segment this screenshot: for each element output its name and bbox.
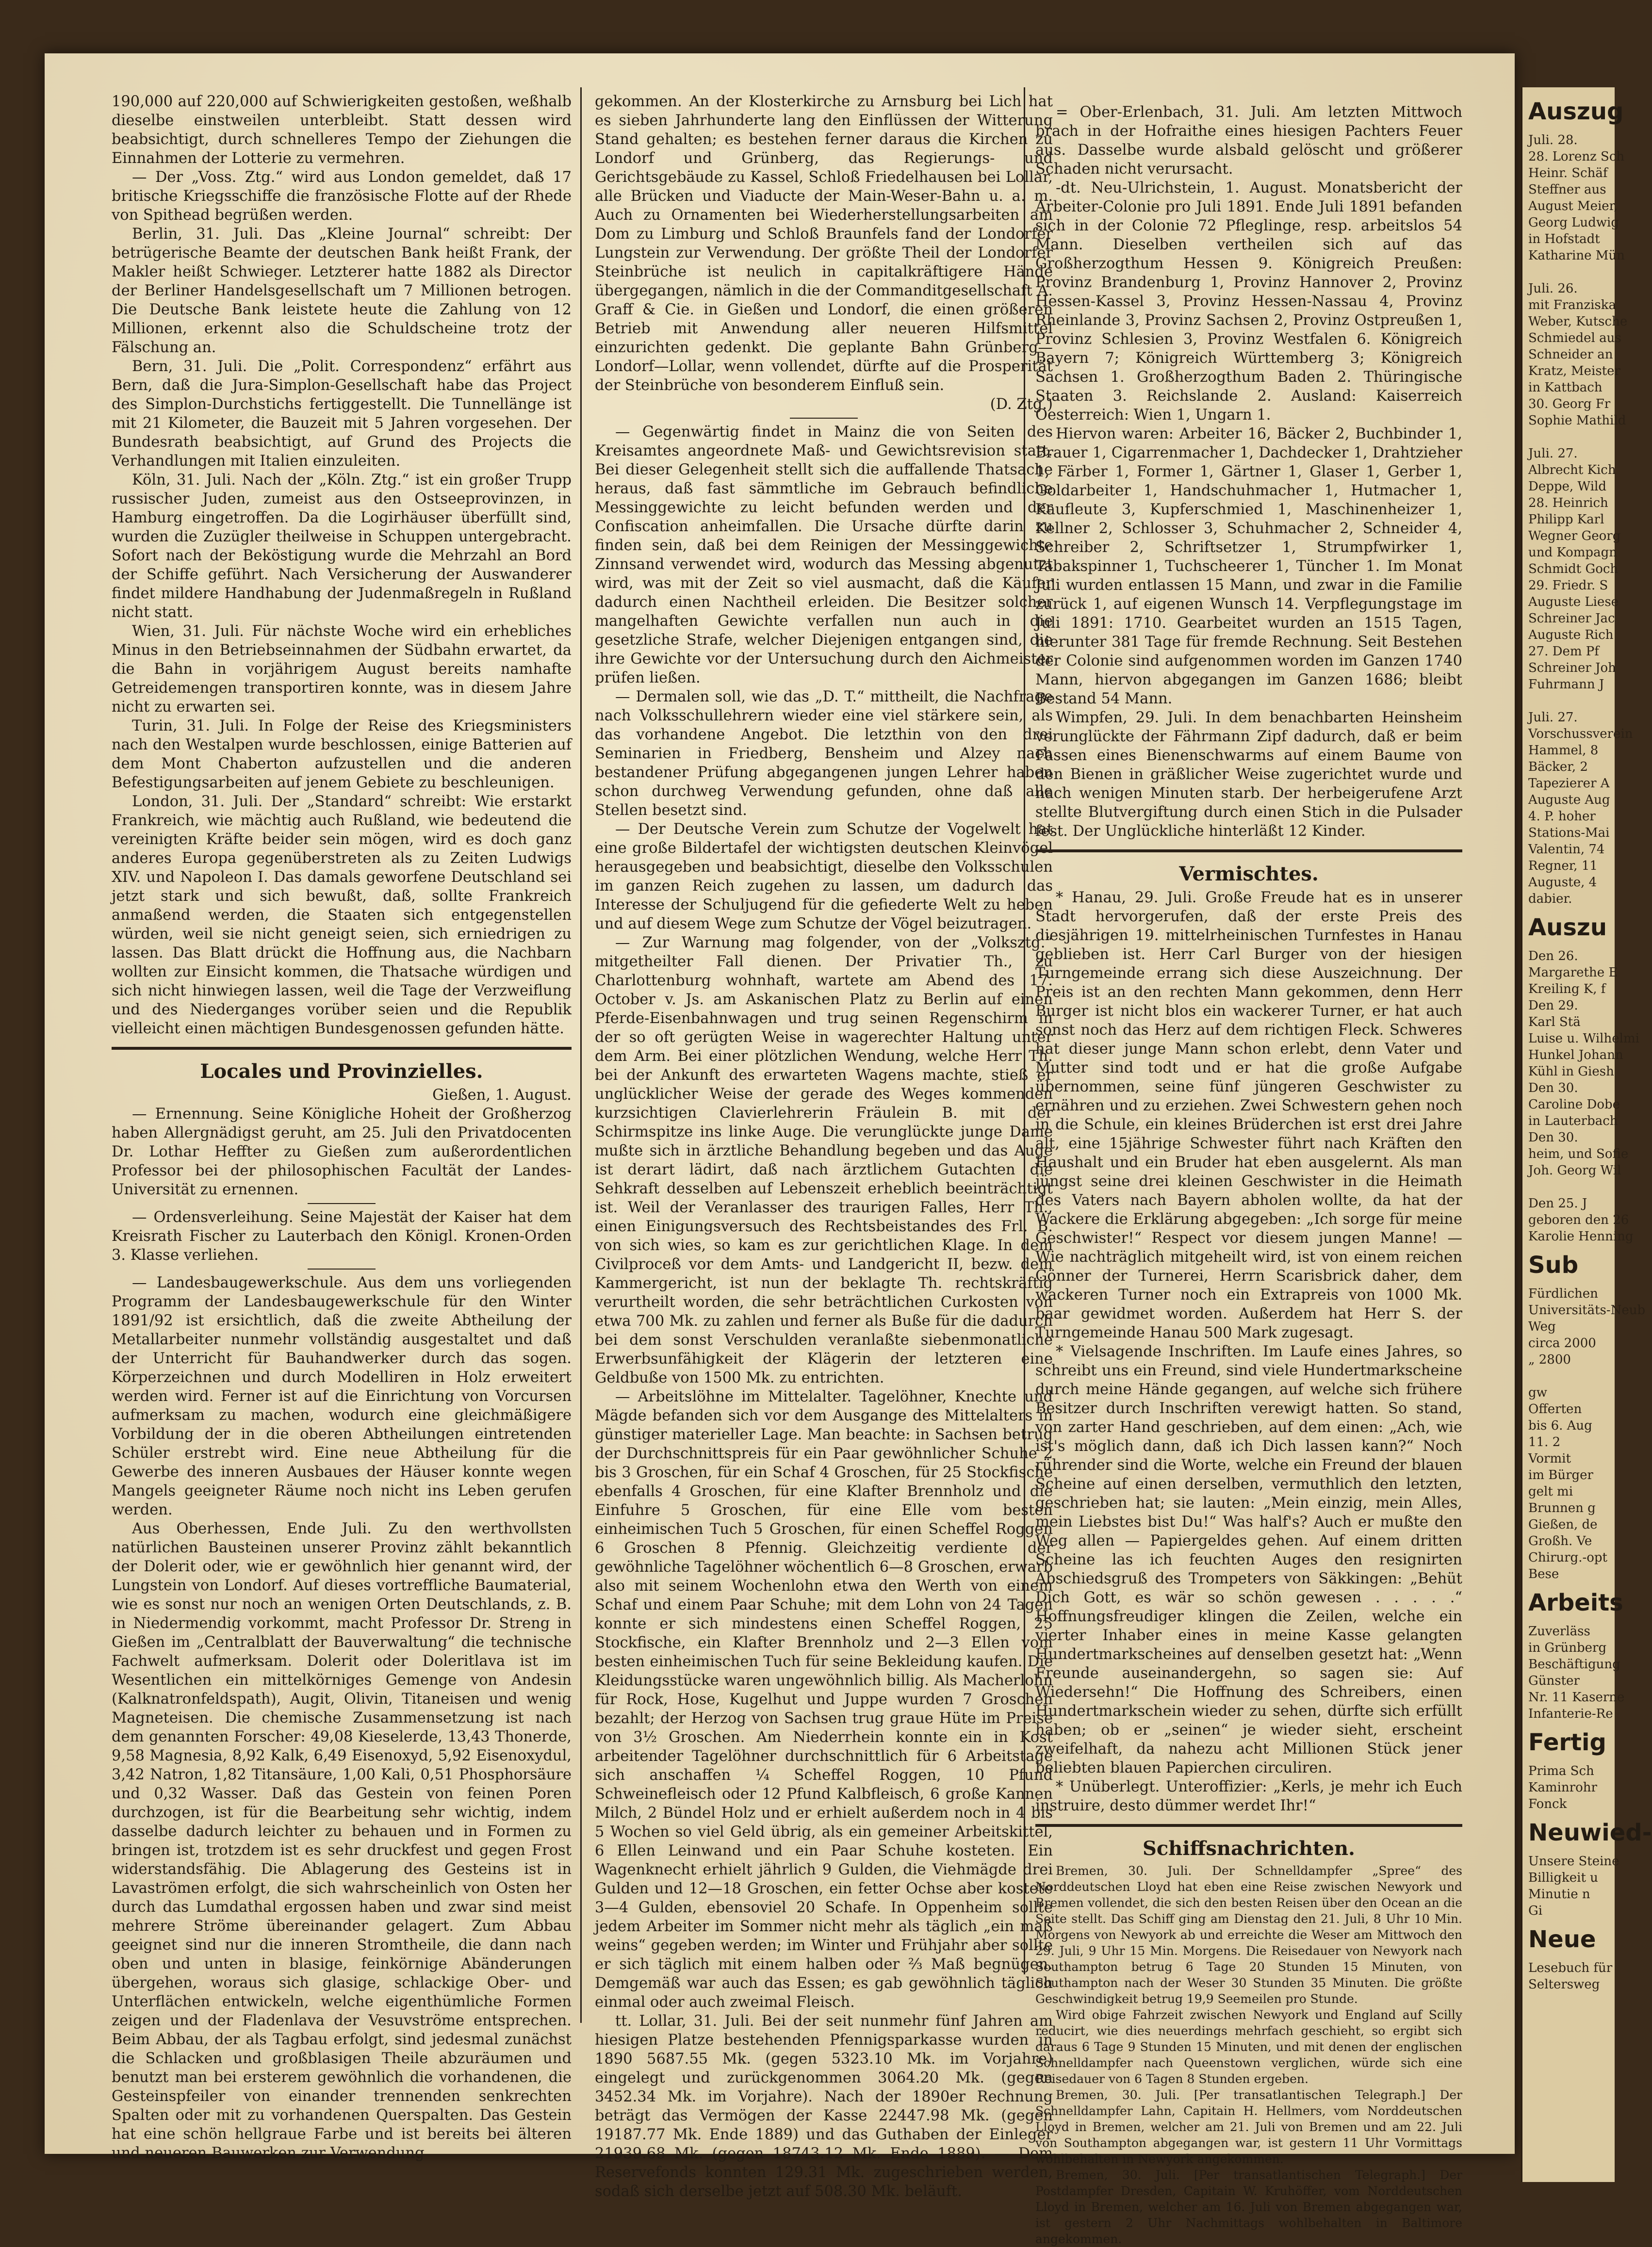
neighbor-line: Den 30. [1528, 1081, 1578, 1095]
neighbor-line: Den 30. [1528, 1130, 1578, 1145]
neighbor-line: Kühl in Giesh [1528, 1064, 1614, 1079]
section-heading-vermischtes: Vermischtes. [1179, 863, 1319, 885]
neighbor-line: in Hofstadt [1528, 232, 1600, 246]
neighbor-line: Bäcker, 2 [1528, 760, 1588, 774]
neighbor-line: 28. Heinrich [1528, 496, 1608, 510]
neighbor-line: Vormit [1528, 1451, 1571, 1466]
column-rule [580, 87, 582, 2023]
neighbor-line: Karolie Henning [1528, 1229, 1634, 1244]
article-unueberlegt: * Unüberlegt. Unteroffizier: „Kerls, je mehr ich Euch instruire, desto dümmer werdet Ihr!“ [1035, 1778, 1462, 1814]
neighbor-line: Weber, Kutsche [1528, 314, 1628, 329]
neighbor-line: Philipp Karl [1528, 512, 1604, 527]
neighbor-line: circa 2000 [1528, 1336, 1596, 1351]
neighbor-heading: Arbeits [1528, 1589, 1623, 1616]
neighbor-line: Karl Stä [1528, 1015, 1581, 1029]
neighbor-line: 11. 2 [1528, 1435, 1561, 1449]
neighbor-line: Wegner Georg [1528, 529, 1621, 543]
neighbor-block [1528, 1623, 1625, 1722]
neighbor-line: Stations-Mai [1528, 826, 1610, 840]
neighbor-line: Zuverläss [1528, 1624, 1590, 1639]
neighbor-block [1528, 1960, 1612, 1993]
neighbor-line: Juli. 27. [1528, 710, 1578, 725]
neighbor-line: Fonck [1528, 1797, 1567, 1811]
neighbor-line: Hunkel Johann [1528, 1048, 1623, 1062]
neighbor-line: Beschäftigung [1528, 1657, 1620, 1672]
neighbor-heading: Fertig [1528, 1729, 1606, 1756]
neighbor-line: „ 2800 [1528, 1352, 1571, 1367]
neighbor-line: 29. Friedr. S [1528, 578, 1608, 593]
neighbor-line: Bese [1528, 1567, 1559, 1581]
neighbor-line: 4. P. hoher [1528, 809, 1596, 824]
neighbor-heading: Neue [1528, 1926, 1596, 1953]
article-inschriften: * Vielsagende Inschriften. Im Laufe eines Jahres, so schreibt uns ein Freund, sind viele Hundertmarkscheine durch meine Hände gegangen, auf welche sich frühere Besitzer durch Inschriften verewigt hatten. So stand, von zarter Hand geschrieben, auf dem einen: „Ach, wie ist's möglich dann, daß ich Dich lassen kann?“ Noch rührender sind die Worte, welche ein Freund der blauen Scheine auf einen derselben, vermuthlich den letzten, geschrieben hat; sie lauten: „Mein einzig, mein Alles, mein Liebstes bist Du!“ Was half's? Auch er mußte den Weg allen — Papiergeldes gehen. Auf einem dritten Scheine las ich feuchten Auges den resignirten Abschiedsgruß des Trompeters von Säkkingen: „Behüt Dich Gott, es wär so schön gewesen . . . . .“ Hoffnungsfreudiger klingen die Zeilen, welche ein vierter Inhaber eines in meine Kasse gelangten Hundertmarkscheines auf denselben gesetzt hat: „Wenn Freunde auseinandergehn, so sagen sie: Auf Wiedersehn!“ Die Hoffnung des Schreibers, einen Hundertmarkschein wieder zu sehen, dürfte sich erfüllt haben; ob er „seinen“ je wieder sieht, erscheint zweifelhaft, da nahezu acht Millionen Stück jener beliebten blauen Papierchen circuliren. [1035, 1343, 1462, 1776]
article-turin: Turin, 31. Juli. In Folge der Reise des Kriegsministers nach den Westalpen wurde beschlossen, einige Batterien auf dem Mont Chaberton aufzustellen und die anderen Befestigungsarbeiten auf jenem Gebiete zu beschleunigen. [112, 717, 572, 791]
neighbor-line: 28. Lorenz Sch [1528, 149, 1625, 164]
neighbor-line: Juli. 28. [1528, 133, 1578, 147]
source-note: (D. Ztg.) [990, 396, 1053, 413]
shipping-scilly: Wird obige Fahrzeit zwischen Newyork und England auf Scilly reducirt, wie dies neuerdings mehrfach geschieht, so ergibt sich daraus 6 Tage 9 Stunden 15 Minuten, und mit denen der englischen Schnelldampfer nach Queenstown verglichen, würde sich eine Reisedauer von 6 Tagen 8 Stunden ergeben. [1035, 2008, 1462, 2086]
divider [308, 1269, 376, 1270]
neighbor-line: Brunnen g [1528, 1501, 1596, 1515]
neighbor-line: Den 26. [1528, 949, 1578, 963]
neighbor-line: gelt mi [1528, 1484, 1573, 1499]
section-heading-schiffsnachrichten: Schiffsnachrichten. [1143, 1837, 1355, 1860]
neighbor-block [1528, 132, 1633, 907]
shipping-lahn: Bremen, 30. Juli. [Per transatlantischen Telegraph.] Der Schnelldampfer Lahn, Capitain H. Hellmers, vom Norddeutschen Lloyd in Bremen, welcher am 21. Juli von Bremen und am 22. Juli von Southampton abgegangen war, ist gestern 11 Uhr Vormittags wohlbehalten in Newyork angekommen. [1035, 2088, 1462, 2166]
neighbor-heading: Auszu [1528, 914, 1607, 941]
neighbor-line: Margarethe E [1528, 965, 1618, 980]
neighbor-line: Hammel, 8 [1528, 743, 1599, 758]
neighbor-line: Chirurg.-opt [1528, 1550, 1607, 1565]
neighbor-line: in Lauterbach [1528, 1114, 1618, 1128]
adjacent-page-edge [1521, 87, 1652, 2182]
section-heading-locales: Locales und Provinzielles. [200, 1060, 483, 1083]
article-arbeitsloehne: — Arbeitslöhne im Mittelalter. Tagelöhner, Knechte und Mägde befanden sich vor dem Ausgange des Mittelalters in günstiger materieller Lage. Man beachte: in Sachsen betrug der Durchschnittspreis für ein Paar gewöhnlicher Schuhe 2 bis 3 Groschen, für ein Schaf 4 Groschen, für 25 Stockfische ebenfalls 4 Groschen, für eine Klafter Brennholz und die Einfuhre 5 Groschen, für eine Elle vom besten einheimischen Tuch 5 Groschen, für einen Scheffel Roggen 6 Groschen 8 Pfennig. Gleichzeitig verdiente der gewöhnliche Tagelöhner wöchentlich 6—8 Groschen, erwarb also mit seinem Wochenlohn etwa den Werth von einem Schaf und einem Paar Schuhe; mit dem Lohn von 24 Tagen konnte er sich mindestens einen Scheffel Roggen, 25 Stockfische, ein Klafter Brennholz und 2—3 Ellen vom besten einheimischen Tuch für seine Bekleidung kaufen. Die Kleidungsstücke waren ungewöhnlich billig. Als Macherlohn für Rock, Hose, Kugelhut und Juppe wurden 7 Groschen bezahlt; der Herzog von Sachsen trug graue Hüte im Preise von 3½ Groschen. Am Niederrhein konnte ein in Kost arbeitender Tagelöhner durchschnittlich für 6 Arbeitstage sich anschaffen ¼ Scheffel Roggen, 10 Pfund Schweinefleisch oder 12 Pfund Kalbfleisch, 6 große Kannen Milch, 2 Bündel Holz und er erhielt außerdem noch in 4 bis 5 Wochen so viel Geld übrig, als ein gemeiner Arbeitskittel, 6 Ellen Leinwand und ein Paar Schuhe kosteten. Ein Wagenknecht erhielt jährlich 9 Gulden, die Viehmägde drei Gulden und 12—18 Groschen, ein fetter Ochse aber kostete 3—4 Gulden, ebensoviel 20 Schafe. In Oppenheim sollte jedem Arbeiter im Sommer nicht mehr als täglich „ein maß weins“ gegeben werden; im Winter und Frühjahr aber sollte er sich täglich mit einem halben oder ⅔ Maß begnügen. Demgemäß war auch das Essen; es gab gewöhnlich täglich einmal oder auch zweimal Fleisch. [595, 1388, 1053, 2011]
neighbor-line: August Meier, [1528, 199, 1618, 213]
neighbor-line [1528, 1368, 1612, 1384]
neighbor-line: Georg Ludwig [1528, 215, 1619, 230]
dateline: Gießen, 1. August. [432, 1087, 572, 1104]
article-london-fleet: — Der „Voss. Ztg.“ wird aus London gemeldet, daß 17 britische Kriegsschiffe die französische Flotte auf der Rhede von Spithead begrüßen werden. [112, 169, 572, 224]
neighbor-line: Gi [1528, 1904, 1543, 1918]
column-3 [1035, 103, 1462, 2247]
article-lollar: tt. Lollar, 31. Juli. Bei der seit nunmehr fünf Jahren am hiesigen Platze bestehenden Pfennigsparkasse wurden in 1890 5687.55 Mk. (gegen 5323.10 Mk. im Vorjahre) eingelegt und zurückgenommen 3064.20 Mk. (gegen 3452.34 Mk. im Vorjahre). Nach der 1890er Rechnung beträgt das Vermögen der Kasse 22447.98 Mk. (gegen 19187.77 Mk. Ende 1889) und das Guthaben der Einleger 21939.68 Mk. (gegen 18743.12 Mk. Ende 1889). — Dem Reservefonds konnten 129.31 Mk. zugeschrieben werden, sodaß sich derselbe jetzt auf 508.30 Mk. beläuft. [595, 2013, 1053, 2200]
neighbor-line: Kaminrohr [1528, 1780, 1597, 1795]
neighbor-block [1528, 1286, 1646, 1582]
neighbor-line: in Kattbach [1528, 380, 1603, 395]
neighbor-line: im Bürger [1528, 1468, 1593, 1482]
neighbor-block [1528, 1763, 1612, 1812]
neighbor-line: Großh. Ve [1528, 1534, 1592, 1548]
neighbor-line: Schreiner Joh [1528, 661, 1616, 675]
section-divider [1035, 1824, 1462, 1827]
neighbor-block [1528, 948, 1639, 1245]
neighbor-line: Vorschussverein [1528, 727, 1633, 741]
neighbor-line: Auguste Rich [1528, 628, 1614, 642]
neighbor-line: Schmidt Goch [1528, 562, 1619, 576]
neighbor-line: Regner, 11 [1528, 859, 1598, 873]
neighbor-line: Luise u. Wilhelmi [1528, 1031, 1639, 1046]
neighbor-line [1528, 429, 1612, 445]
neighbor-line: Deppe, Wild [1528, 479, 1606, 494]
article-bern-simplon: Bern, 31. Juli. Die „Polit. Correspondenz“ erfährt aus Bern, daß die Jura-Simplon-Gesellschaft habe das Project des Simplon-Durchstichs fertiggestellt. Die Tunnellänge ist mit 21 Kilometer, die Bauzeit mit 5 Jahren vorgesehen. Der Bundesrath beabsichtigt, auf Grund des Projects die Verhandlungen mit Italien einzuleiten. [112, 358, 572, 470]
shipping-dresden: Bremen, 30. Juli. [Per transatlantischen Telegraph.] Der Postdampfer Dresden, Capitain W. Kruhöffer, vom Norddeutschen Lloyd in Bremen, welcher am 16. Juli von Bremen abgegangen war, ist gestern 2 Uhr Nachmittags wohlbehalten in Baltimore angekommen. [1035, 2168, 1462, 2246]
neighbor-line: Auguste Aug [1528, 793, 1610, 807]
adjacent-page-content [1522, 87, 1652, 1993]
neighbor-line: 27. Dem Pf [1528, 644, 1599, 659]
neighbor-line: bis 6. Aug [1528, 1418, 1592, 1433]
neighbor-line: Schreiner Jac [1528, 611, 1615, 626]
neighbor-line: heim, und Sofie [1528, 1147, 1629, 1161]
article-ober-erlenbach: = Ober-Erlenbach, 31. Juli. Am letzten Mittwoch brach in der Hofraithe eines hiesigen Pachters Feuer aus. Dasselbe wurde alsbald gelöscht und größerer Schaden nicht verursacht. [1035, 104, 1462, 178]
section-divider [112, 1047, 572, 1050]
neighbor-heading: Neuwied- [1528, 1819, 1652, 1846]
neighbor-line [1528, 1179, 1612, 1195]
neighbor-line: Valentin, 74 [1528, 842, 1605, 857]
neighbor-line: Nr. 11 Kaserne [1528, 1690, 1625, 1705]
article-wimpfen: Wimpfen, 29. Juli. In dem benachbarten Heinsheim verunglückte der Fährmann Zipf dadurch, daß er beim Fassen eines Bienenschwarms auf einem Baume von den Bienen in gräßlicher Weise zugerichtet wurde und nach wenigen Minuten starb. Der herbeigerufene Arzt stellte Blutvergiftung durch einen Stich in die Pulsader fest. Der Unglückliche hinterläßt 12 Kinder. [1035, 709, 1462, 840]
neighbor-line: Lesebuch für [1528, 1961, 1613, 1975]
neighbor-heading: Sub [1528, 1252, 1579, 1279]
neighbor-line: Schmiedel aus [1528, 331, 1621, 345]
neighbor-line: Heinr. Schäf [1528, 166, 1608, 180]
neighbor-line: Universitäts-Neub [1528, 1303, 1646, 1318]
article-oberhessen: Aus Oberhessen, Ende Juli. Zu den werthvollsten natürlichen Bausteinen unserer Provinz zählt bekanntlich der Dolerit oder, wie er gewöhnlich hier genannt wird, der Lungstein von Londorf. Auf dieses vortreffliche Baumaterial, wie es sonst nur noch an wenigen Orten Deutschlands, z. B. in Niedermendig vorkommt, macht Professor Dr. Streng in Gießen im „Centralblatt der Bauverwaltung“ die technische Fachwelt aufmerksam. Dolerit oder Doleritlava ist im Wesentlichen ein mittelkörniges Gemenge von Andesin (Kalknatronfeldspath), Augit, Olivin, Titaneisen und wenig Magneteisen. Die chemische Zusammensetzung ist nach dem genannten Forscher: 49,08 Kieselerde, 13,43 Thonerde, 9,58 Magnesia, 8,92 Kalk, 6,49 Eisenoxyd, 5,92 Eisenoxydul, 3,42 Natron, 1,82 Titansäure, 1,00 Kali, 0,51 Phosphorsäure und 0,32 Wasser. Daß das Gestein von feinen Poren durchzogen, ist für die Bearbeitung sehr wichtig, indem dasselbe dadurch leichter zu behauen und in Formen zu bringen ist, trotzdem ist es sehr druckfest und gegen Frost widerstandsfähig. Die Ablagerung des Gesteins ist in Lavaströmen erfolgt, die sich wahrscheinlich von Osten her durch das Lumdathal ergossen haben und zwar sind meist mehrere Ströme übereinander gelagert. Zum Abbau geeignet sind nur die inneren Stromtheile, die dann nach oben und unten in blasige, feinkörnige Abänderungen übergehen, woraus sich glasige, schlackige Ober- und Unterflächen entwickeln, welche eigenthümliche Formen zeigen und der Fladenlava der Vesuvströme entsprechen. Beim Abbau, der als Tagbau erfolgt, sind jedesmal zunächst die Schlacken und großblasigen Theile abzuräumen und benutzt man bei ersterem gewöhnlich die vorhandenen, die Gesteinspfeiler von einander trennenden senkrechten Spalten oder mit zu vorhandenen Querspalten. Das Gestein hat eine schön hellgraue Farbe und ist bereits bei älteren und neueren Bauwerken zur Verwendung [112, 1520, 572, 2162]
neighbor-line: Seltersweg [1528, 1977, 1600, 1992]
neighbor-line: Den 25. J [1528, 1196, 1587, 1211]
neighbor-line: Albrecht Kich [1528, 463, 1616, 477]
article-neu-ulrichstein: -dt. Neu-Ulrichstein, 1. August. Monatsbericht der Arbeiter-Colonie pro Juli 1891. Ende Juli 1891 befanden sich in der Colonie 72 Pfleglinge, resp. arbeitslos 54 Mann. Dieselben vertheilen sich auf das Großherzogthum Hessen 9. Königreich Preußen: Provinz Brandenburg 1, Provinz Hannover 2, Provinz Hessen-Kassel 3, Provinz Hessen-Nassau 4, Provinz Rheinlande 3, Provinz Sachsen 2, Provinz Ostpreußen 1, Provinz Schlesien 3, Provinz Westfalen 6. Königreich Bayern 7; Königreich Württemberg 3; Königreich Sachsen 1. Großherzogthum Baden 2. Thüringische Staaten 3. Reichslande 2. Ausland: Kaiserreich Oesterreich: Wien 1, Ungarn 1. [1035, 179, 1462, 423]
article-hanau: * Hanau, 29. Juli. Große Freude hat es in unserer Stadt hervorgerufen, daß der erste Preis des diesjährigen 19. mittelrheinischen Turnfestes in Hanau geblieben ist. Herr Carl Burger von der hiesigen Turngemeinde errang sich diese Auszeichnung. Der Preis ist an den rechten Mann gekommen, denn Herr Burger ist nicht blos ein wackerer Turner, er hat auch sonst noch das Herz auf dem richtigen Fleck. Schweres hat dieser junge Mann schon erlebt, denn Vater und Mutter sind todt und er hat die große Aufgabe übernommen, seine fünf jüngeren Geschwister zu ernähren und zu erziehen. Zwei Schwestern gehen noch in die Schule, ein kleines Brüderchen ist erst drei Jahre alt, eine 15jährige Schwester führt nach Kräften den Haushalt und ein Bruder hat eben ausgelernt. Als man jüngst seine drei kleinen Geschwister in die Heimath des Vaters nach Bayern abholen wollte, da hat der Wackere die Erklärung abgegeben: „Ich sorge für meine Geschwister!“ Respect vor diesem jungen Manne! — Wie nachträglich mitgeheilt wird, ist von einem reichen Gönner der Turnerei, Herrn Scarisbrick daher, dem wackeren Turner noch ein Extrapreis von 1000 Mk. baar gewidmet worden. Außerdem hat Herr S. der Turngemeinde Hanau 500 Mark zugesagt. [1035, 889, 1462, 1341]
neighbor-line: in Grünberg [1528, 1641, 1607, 1655]
neighbor-line: Tapezierer A [1528, 776, 1610, 791]
article-lottery-end: 190,000 auf 220,000 auf Schwierigkeiten gestoßen, weßhalb dieselbe einstweilen unterbleibt. Statt dessen wird beabsichtigt, durch schnelleres Tempo der Ziehungen die Einnahmen der Lotterie zu vermehren. [112, 93, 572, 167]
neighbor-line: Caroline Dobe [1528, 1097, 1620, 1112]
shipping-spree: Bremen, 30. Juli. Der Schnelldampfer „Spree“ des Norddeutschen Lloyd hat eben eine Reise zwischen Newyork und Bremen vollendet, die sich den besten Reisen über den Ocean an die Seite stellt. Das Schiff ging am Dienstag den 21. Juli, 8 Uhr 10 Min. Morgens von Newyork ab und erreichte die Weser am Mittwoch den 29. Juli, 9 Uhr 15 Min. Morgens. Die Reisedauer von Newyork nach Southampton betrug 6 Tage 20 Stunden 15 Minuten, von Southampton nach der Weser 30 Stunden 35 Minuten. Die größte Geschwindigkeit betrug 19,9 Seemeilen pro Stunde. [1035, 1864, 1462, 2006]
article-wien: Wien, 31. Juli. Für nächste Woche wird ein erhebliches Minus in den Betriebseinnahmen der Südbahn erwartet, da die Bahn in vorjährigem August bereits namhafte Getreidemengen transportiren konnte, was in diesem Jahre nicht zu erwarten sei. [112, 623, 572, 716]
neighbor-heading: Auszug [1528, 98, 1624, 125]
neighbor-line [1528, 264, 1612, 280]
neighbor-line: Joh. Georg Wil [1528, 1163, 1621, 1178]
article-warnung: — Zur Warnung mag folgender, von der „Volksztg.“ mitgetheilter Fall dienen. Der Privatier Th., zu Charlottenburg wohnhaft, wartete am Abend des 17. October v. Js. am Askanischen Platz zu Berlin auf einen Pferde-Eisenbahnwagen und trug seinen Regenschirm in der so oft gerügten Weise in wagerechter Haltung unter dem Arm. Bei einer plötzlichen Wendung, welche Herr Th. bei der Ankunft des erwarteten Wagens machte, stieß er unglücklicher Weise der gerade des Weges kommenden kurzsichtigen Clavierlehrerin Fräulein B. mit der Schirmspitze ins linke Auge. Die verunglückte junge Dame mußte sich in ärztliche Behandlung begeben und das Auge ist derart lädirt, daß nach ärztlichem Gutachten die Sehkraft desselben auf Lebenszeit erheblich beeinträchtigt ist. Weil der Veranlasser des traurigen Falles, Herr Th., einen Einigungsversuch des Rechtsbeistandes des Frl. B. von sich wies, so kam es zur gerichtlichen Klage. In dem Civilproceß vor dem Amts- und Landgericht II, bezw. dem Kammergericht, ist nun der beklagte Th. rechtskräftig verurtheilt worden, die sehr beträchtlichen Curkosten von etwa 700 Mk. zu zahlen und ferner als Buße für die dadurch bei dem sonst Verschulden veranlaßte siebenmonatliche Erwerbsunfähigkeit der Klägerin der letzteren eine Geldbuße von 1500 Mk. zu entrichten. [595, 934, 1053, 1386]
neighbor-line: Weg [1528, 1319, 1556, 1334]
section-divider [1035, 849, 1462, 852]
neighbor-line: Unsere Steine [1528, 1854, 1619, 1869]
divider [308, 1203, 376, 1204]
neighbor-line: Prima Sch [1528, 1764, 1594, 1778]
neighbor-line: Auguste, 4 [1528, 875, 1597, 890]
neighbor-line: Fürdlichen [1528, 1286, 1598, 1301]
neighbor-line [1528, 693, 1612, 709]
neighbor-line: Sophie Mathild [1528, 413, 1626, 428]
article-lungstein-cont: gekommen. An der Klosterkirche zu Arnsburg bei Lich hat es sieben Jahrhunderte lang den Einflüssen der Witterung Stand gehalten; es bestehen ferner daraus die Kirchen zu Londorf und Grünberg, das Regierungs- und Gerichtsgebäude zu Kassel, Schloß Friedelhausen bei Lollar, alle Brücken und Viaducte der Main-Weser-Bahn u. a. m. Auch zu Ornamenten bei Wiederherstellungsarbeiten am Dom zu Limburg und Schloß Braunfels fand der Londorfer Lungstein zur Verwendung. Der größte Theil der Londorfer Steinbrüche ist neulich in capitalkräftigere Hände übergegangen, nämlich in die der Commanditgesellschaft A. Graff & Cie. in Gießen und Londorf, die einen größeren Betrieb mit Anwendung aller neueren Hilfsmittel einzurichten gedenkt. Die geplante Bahn Grünberg—Londorf—Lollar, wenn vollendet, dürfte auf die Prosperität der Steinbrüche von besonderem Einfluß sein. [595, 93, 1053, 394]
neighbor-line: Gießen, de [1528, 1517, 1598, 1532]
neighbor-line: Billigkeit u [1528, 1871, 1598, 1885]
column-1 [112, 92, 572, 2163]
neighbor-line: Fuhrmann J [1528, 677, 1604, 692]
article-mainz: — Gegenwärtig findet in Mainz die von Seiten des Kreisamtes angeordnete Maß- und Gewichtsrevision statt. Bei dieser Gelegenheit stellt sich die auffallende Thatsache heraus, daß fast sämmtliche im Gebrauch befindliche Messinggewichte zu leicht befunden werden und der Confiscation anheimfallen. Die Ursache dürfte darin zu finden sein, daß bei dem Reinigen der Messinggewichte Zinnsand verwendet wird, wodurch das Messing abgenutzt wird, was mit der Zeit so viel ausmacht, daß die Käufer dadurch einen Nachtheil erleiden. Die Besitzer solcher mangelhaften Gewichte verfallen nun auch in die gesetzliche Strafe, welcher Diejenigen entgangen sind, die ihre Gewichte vor der Untersuchung durch den Aichmeister prüfen ließen. [595, 423, 1053, 686]
neighbor-line: Kratz, Meister [1528, 364, 1620, 378]
neighbor-line: Juli. 26. [1528, 281, 1578, 296]
neighbor-line: Steffner aus [1528, 182, 1606, 197]
divider [790, 418, 858, 419]
neighbor-line: Auguste Liese [1528, 595, 1619, 609]
column-2 [595, 92, 1053, 2201]
article-london-standard: London, 31. Juli. Der „Standard“ schreibt: Wie erstarkt Frankreich, wie mächtig auch Rußland, wie bedeutend die vereinigten Kräfte beider sein mögen, wird es doch ganz anderes Europa gegenüberstreten als zu Zeiten Ludwigs XIV. und Napoleon I. Das damals geworfene Deutschland sei jetzt stark und sich bewußt, daß, sollte Frankreich anmaßend werden, die Staaten sich entgegenstellen würden, weil sie nicht geneigt seien, sich erniedrigen zu lassen. Das Blatt drückt die Hoffnung aus, die Nachbarn wollten zur Einsicht kommen, die Thatsache würdigen und sich nicht hinwiegen lassen, weil die Tage der Verzweiflung und des Niederganges vorüber seien und die Republik vielleicht einen mächtigen Bundesgenossen gefunden hätte. [112, 793, 572, 1037]
neighbor-line: Kreiling K, f [1528, 982, 1606, 996]
neighbor-line: mit Franziska [1528, 298, 1617, 312]
neighbor-line: Günster [1528, 1674, 1580, 1688]
article-vogelwelt: — Der Deutsche Verein zum Schutze der Vogelwelt hat eine große Bildertafel der wichtigsten deutschen Kleinvögel herausgegeben und beabsichtigt, dieselbe den Volksschulen im ganzen Reich zugehen zu lassen, um dadurch das Interesse der Schuljugend für die gefiederte Welt zu heben und auf diesem Wege zum Schutze der Vögel beizutragen. [595, 821, 1053, 932]
article-koeln: Köln, 31. Juli. Nach der „Köln. Ztg.“ ist ein großer Trupp russischer Juden, zumeist aus den Ostseeprovinzen, in Hamburg eingetroffen. Da die Logirhäuser überfüllt sind, wurden die Zuzügler theilweise in Schuppen untergebracht. Sofort nach der Beköstigung wurde die Mehrzahl an Bord der Schiffe geführt. Nach Versicherung der Auswanderer findet mildere Handhabung der Judenmaßregeln in Rußland nicht statt. [112, 472, 572, 621]
article-berlin-bank: Berlin, 31. Juli. Das „Kleine Journal“ schreibt: Der betrügerische Beamte der deutschen Bank heißt Frank, der Makler heißt Schwieger. Letzterer hatte 1882 als Director der Berliner Handelsgesellschaft um 7 Millionen betrogen. Die Deutsche Bank leistete heute die Zahlung von 12 Millionen, erkennt also die Schuldscheine trotz der Fälschung an. [112, 226, 572, 356]
article-landesbaugewerkschule: — Landesbaugewerkschule. Aus dem uns vorliegenden Programm der Landesbaugewerkschule für den Winter 1891/92 ist ersichtlich, daß die zweite Abtheilung der Metallarbeiter nunmehr vollständig ausgestaltet und daß der Unterricht für Bauhandwerker durch das sogen. Körperzeichnen und durch Modelliren in Holz erweitert werden wird. Ferner ist auf die Einrichtung von Vorcursen aufmerksam zu machen, wodurch eine gleichmäßigere Vorbildung der in die oberen Abtheilungen eintretenden Schüler erstrebt wird. Eine neue Abtheilung für die Gewerbe des inneren Ausbaues der Häuser konnte wegen Mangels geeigneter Räume noch nicht ins Leben gerufen werden. [112, 1274, 572, 1518]
neighbor-line: und Kompagn [1528, 545, 1617, 560]
article-ordensverleihung: — Ordensverleihung. Seine Majestät der Kaiser hat dem Kreisrath Fischer zu Lauterbach den Königl. Kronen-Orden 3. Klasse verliehen. [112, 1209, 572, 1264]
neighbor-line: Minutie n [1528, 1887, 1590, 1902]
neighbor-line: Katharine Mün [1528, 248, 1625, 263]
neighbor-line: dabier. [1528, 892, 1572, 906]
neighbor-line: Den 29. [1528, 998, 1578, 1013]
neighbor-line: geboren den 26 [1528, 1213, 1629, 1227]
neighbor-line: gw [1528, 1385, 1547, 1400]
article-colonie-berufe: Hiervon waren: Arbeiter 16, Bäcker 2, Buchbinder 1, Brauer 1, Cigarrenmacher 1, Dachdecker 1, Drahtzieher 1, Färber 1, Former 1, Gärtner 1, Glaser 1, Gerber 1, Goldarbeiter 1, Handschuhmacher 1, Hutmacher 1, Kaufleute 3, Kupferschmied 1, Maschinenheizer 1, Kellner 2, Schlosser 3, Schuhmacher 2, Schneider 4, Schreiber 2, Schriftsetzer 1, Strumpfwirker 1, Tabakspinner 1, Tuchscheerer 1, Tüncher 1. Im Monat Juli wurden entlassen 15 Mann, und zwar in die Familie zurück 1, auf eigenen Wunsch 14. Verpflegungstage im Juli 1891: 1710. Gearbeitet wurden an 1515 Tagen, hierunter 381 Tage für fremde Rechnung. Seit Bestehen der Colonie sind aufgenommen worden im Ganzen 1740 Mann, hiervon abgegangen im Ganzen 1686; bleibt Bestand 54 Mann. [1035, 425, 1462, 707]
neighbor-line: Infanterie-Re [1528, 1707, 1613, 1721]
neighbor-line: Offerten [1528, 1402, 1582, 1417]
article-volksschullehrer: — Dermalen soll, wie das „D. T.“ mittheilt, die Nachfrage nach Volksschullehrern wieder eine viel stärkere sein, als das vorhandene Angebot. Die letzthin von den drei Seminarien in Friedberg, Bensheim und Alzey nach bestandener Prüfung abgegangenen jungen Lehrer haben schon durchweg Verwendung gefunden, ohne daß alle Stellen besetzt sind. [595, 688, 1053, 819]
neighbor-line: 30. Georg Fr [1528, 397, 1611, 411]
neighbor-line: Juli. 27. [1528, 446, 1578, 461]
neighbor-line: Schneider an [1528, 347, 1613, 362]
article-ernennung: — Ernennung. Seine Königliche Hoheit der Großherzog haben Allergnädigst geruht, am 25. Juli den Privatdocenten Dr. Lothar Heffter zu Gießen zum außerordentlichen Professor bei der philosophischen Facultät der Landes-Universität zu ernennen. [112, 1106, 572, 1198]
neighbor-block [1528, 1853, 1619, 1919]
